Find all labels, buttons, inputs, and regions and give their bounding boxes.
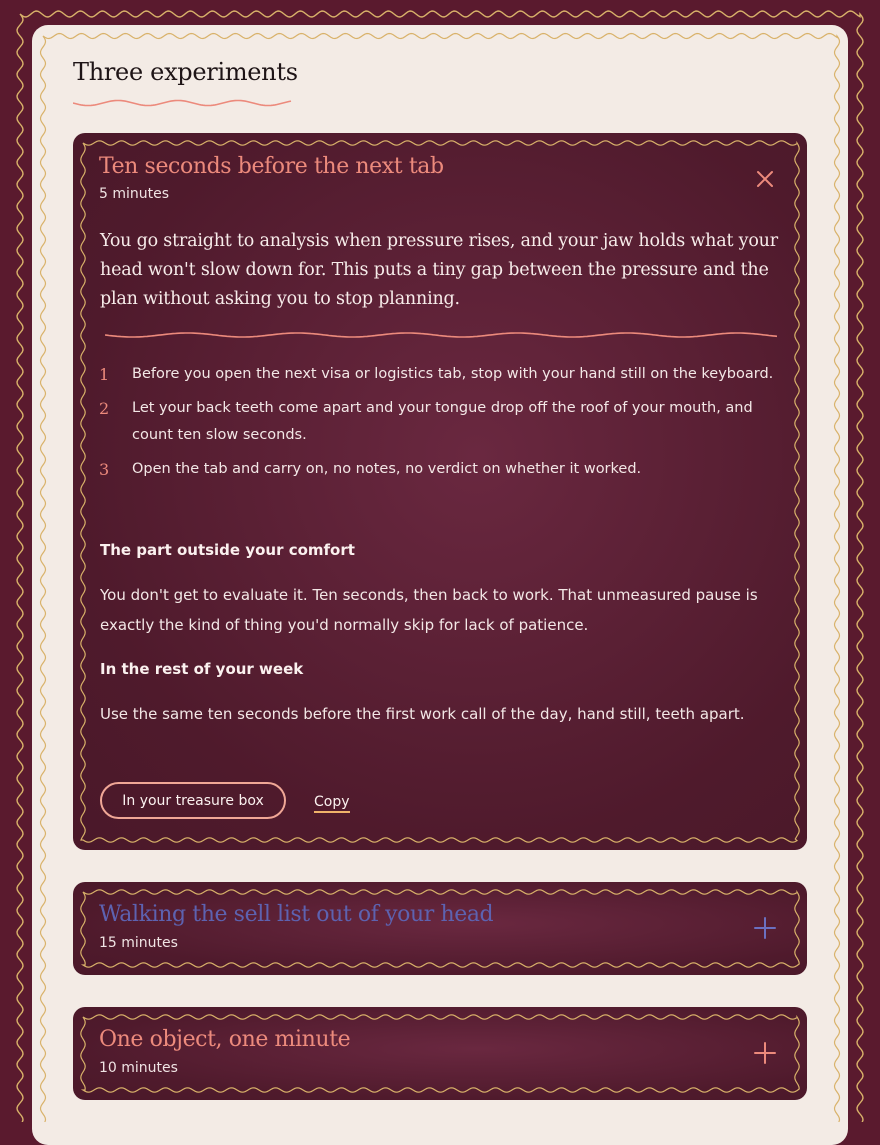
experiment-card-1 [73, 133, 807, 850]
experiment-title[interactable]: Walking the sell list out of your head [99, 902, 494, 927]
experiment-title[interactable]: Ten seconds before the next tab [99, 154, 444, 179]
experiment-duration: 5 minutes [99, 186, 170, 202]
card-wave-border [73, 882, 807, 975]
step-item [99, 361, 779, 389]
plus-icon [753, 1041, 777, 1065]
expand-button[interactable] [751, 1039, 779, 1067]
step-number: 3 [99, 459, 110, 479]
step-item [99, 456, 779, 484]
experiment-duration: 10 minutes [99, 1060, 178, 1076]
copy-link[interactable]: Copy [314, 794, 350, 813]
treasure-box-button[interactable]: In your treasure box [100, 782, 286, 819]
experiment-title[interactable]: One object, one minute [99, 1027, 351, 1052]
title-squiggle [73, 96, 295, 110]
step-text: Open the tab and carry on, no notes, no verdict on whether it worked. [132, 460, 642, 477]
experiment-intro: You go straight to analysis when pressure rises, and your jaw holds what your head won't slow down for. This puts a tiny gap between the pressure and the plan without asking you to stop planning. [100, 231, 778, 309]
step-number: 1 [99, 365, 110, 384]
week-text: Use the same ten seconds before the first work call of the day, hand still, teeth apart. [100, 705, 745, 723]
steps-list [99, 361, 779, 489]
expand-button[interactable] [751, 914, 779, 942]
step-text: Let your back teeth come apart and your tongue drop off the roof of your mouth, and count ten slow seconds. [132, 399, 753, 443]
comfort-heading: The part outside your comfort [100, 541, 355, 559]
card-wave-border [73, 1007, 807, 1100]
wave-divider [105, 329, 777, 343]
comfort-text: You don't get to evaluate it. Ten seconds, then back to work. That unmeasured pause is exactly the kind of thing you'd normally skip for lack of patience. [100, 586, 758, 634]
step-number: 2 [99, 398, 110, 418]
plus-icon [753, 916, 777, 940]
experiment-card-3[interactable] [73, 1007, 807, 1100]
step-text: Before you open the next visa or logistics tab, stop with your hand still on the keyboard. [132, 366, 774, 382]
close-icon [755, 169, 775, 189]
page-title: Three experiments [73, 58, 298, 86]
step-item [99, 395, 779, 450]
experiment-card-2[interactable] [73, 882, 807, 975]
week-heading: In the rest of your week [100, 660, 304, 678]
experiment-duration: 15 minutes [99, 935, 178, 951]
collapse-button[interactable] [751, 165, 779, 193]
